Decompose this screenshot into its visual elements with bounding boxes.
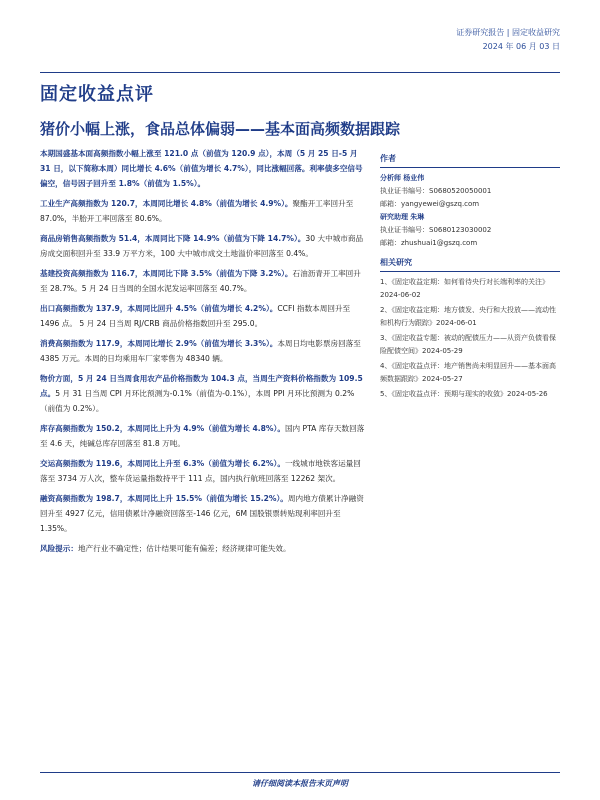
assistant-cert: 执业证书编号：S0680123030002 [380,226,492,234]
summary-paragraph [40,146,365,191]
report-title: 猪价小幅上涨，食品总体偏弱——基本面高频数据跟踪 [40,120,401,138]
paragraph-highlight: 物价方面，5 月 24 日当周食用农产品价格指数为 104.3 点，当周生产资料价格指数为 109.5 点。 [40,374,363,398]
analyst-line [380,172,560,185]
assistant-name: 朱琳 [410,213,425,221]
summary-paragraph [40,456,365,486]
analyst-name: 杨业伟 [403,174,425,182]
related-item[interactable]: 1、《固定收益定期：如何看待央行对长端利率的关注》2024-06-02 [380,278,549,299]
related-section-title: 相关研究 [380,256,560,272]
summary-column [40,146,365,561]
paragraph-highlight: 商品房销售高频指数为 51.4，本周同比下降 14.9%（前值为下降 14.7%）。 [40,234,306,243]
report-header [456,26,560,54]
header-divider [40,72,560,73]
paragraph-highlight: 出口高频指数为 137.9，本周同比回升 4.5%（前值为增长 4.2%）。 [40,304,278,313]
paragraph-text: 聚酯开工率回升至 87.0%，半胎开工率回落至 80.6%。 [40,199,354,223]
related-list [380,276,560,401]
paragraph-highlight: 库存高频指数为 150.2，本周同比上升为 4.9%（前值为增长 4.8%）。 [40,424,285,433]
summary-paragraph [40,266,365,296]
related-item[interactable]: 3、《固定收益专题：被动的配债压力——从资产负债看保险配债空间》2024-05-29 [380,334,556,355]
analyst-cert: 执业证书编号：S0680520050001 [380,187,492,195]
paragraph-text: 30 大中城市商品房成交面积回升至 33.9 万平方米，100 大中城市成交土地溢价率回落至 0.4%。 [40,234,364,258]
paragraph-highlight: 交运高频指数为 119.6，本周同比上升至 6.3%（前值为增长 6.2%）。 [40,459,285,468]
analyst-email[interactable]: 邮箱：yangyewei@gszq.com [380,200,480,208]
paragraph-highlight: 消费高频指数为 117.9，本周同比增长 2.9%（前值为增长 3.3%）。 [40,339,278,348]
related-item[interactable]: 4、《固定收益点评：地产销售尚未明显回升——基本面高频数据跟踪》2024-05-27 [380,362,556,383]
summary-paragraph [40,541,365,556]
summary-paragraph [40,231,365,261]
analyst-role: 分析师 [380,174,401,182]
summary-paragraph [40,371,365,416]
paragraph-highlight: 风险提示： [40,544,78,553]
paragraph-text: 一线城市地铁客运量回落至 3734 万人次，整车货运量指数持平于 111 点，国内执行航班回落至 12262 架次。 [40,459,361,483]
footer-disclaimer: 请仔细阅读本报告末页声明 [252,779,348,788]
authors-section-title: 作者 [380,152,560,168]
assistant-line [380,211,560,224]
paragraph-highlight: 本期国盛基本面高频指数小幅上涨至 121.0 点（前值为 120.9 点），本周（5 月 25 日-5 月 31 日，以下简称本周）同比增长 4.6%（前值为增长 4.7%），同比涨幅回落。利率债多空信号偏空，信号因子回升至 1.8%（前值为 1.5%）。 [40,149,363,188]
sidebar [380,152,560,403]
summary-paragraph [40,336,365,366]
report-category: 固定收益点评 [40,84,154,105]
paragraph-text: 本周日均电影票房回落至 4385 万元。本周的日均乘用车厂家零售为 48340 辆。 [40,339,361,363]
summary-paragraph [40,196,365,226]
summary-paragraph [40,421,365,451]
paragraph-text: 5 月 31 日当周 CPI 月环比预测为-0.1%（前值为-0.1%），本周 PPI 月环比预测为 0.2%（前值为 0.2%）。 [40,389,355,413]
paragraph-highlight: 工业生产高频指数为 120.7，本周同比增长 4.8%（前值为增长 4.9%）。 [40,199,293,208]
related-item[interactable]: 5、《固定收益点评：预期与现实的收敛》2024-05-26 [380,390,548,398]
report-type: 证券研究报告 | 固定收益研究 [456,28,560,37]
paragraph-text: CCFI 指数本周回升至 1496 点。 5 月 24 日当周 RJ/CRB 商品价格指数回升至 295.0。 [40,304,351,328]
paragraph-text: 周内地方债累计净融资回升至 4927 亿元，信用债累计净融资回落至-146 亿元，6M 国股银票转贴现利率回升至 1.35%。 [40,494,364,533]
paragraph-text: 地产行业不确定性；估计结果可能有偏差；经济规律可能失效。 [77,544,291,553]
paragraph-highlight: 融资高频指数为 198.7，本周同比上升 15.5%（前值为增长 15.2%）。 [40,494,288,503]
paragraph-highlight: 基建投资高频指数为 116.7，本周同比下降 3.5%（前值为下降 3.2%）。 [40,269,293,278]
footer-divider [40,772,560,773]
related-item[interactable]: 2、《固定收益定期：地方债发、央行和大投放——流动性和机构行为跟踪》2024-06-01 [380,306,556,327]
report-date: 2024 年 06 月 03 日 [482,42,560,51]
summary-paragraph [40,491,365,536]
paragraph-text: 石油沥青开工率回升至 28.7%。5 月 24 日当周的全国水泥发运率回落至 40.7%。 [40,269,361,293]
assistant-role: 研究助理 [380,213,408,221]
paragraph-text: 国内 PTA 库存天数回落至 4.6 天，纯碱总库存回落至 81.8 万吨。 [40,424,365,448]
summary-paragraph [40,301,365,331]
assistant-email[interactable]: 邮箱：zhushuai1@gszq.com [380,239,478,247]
